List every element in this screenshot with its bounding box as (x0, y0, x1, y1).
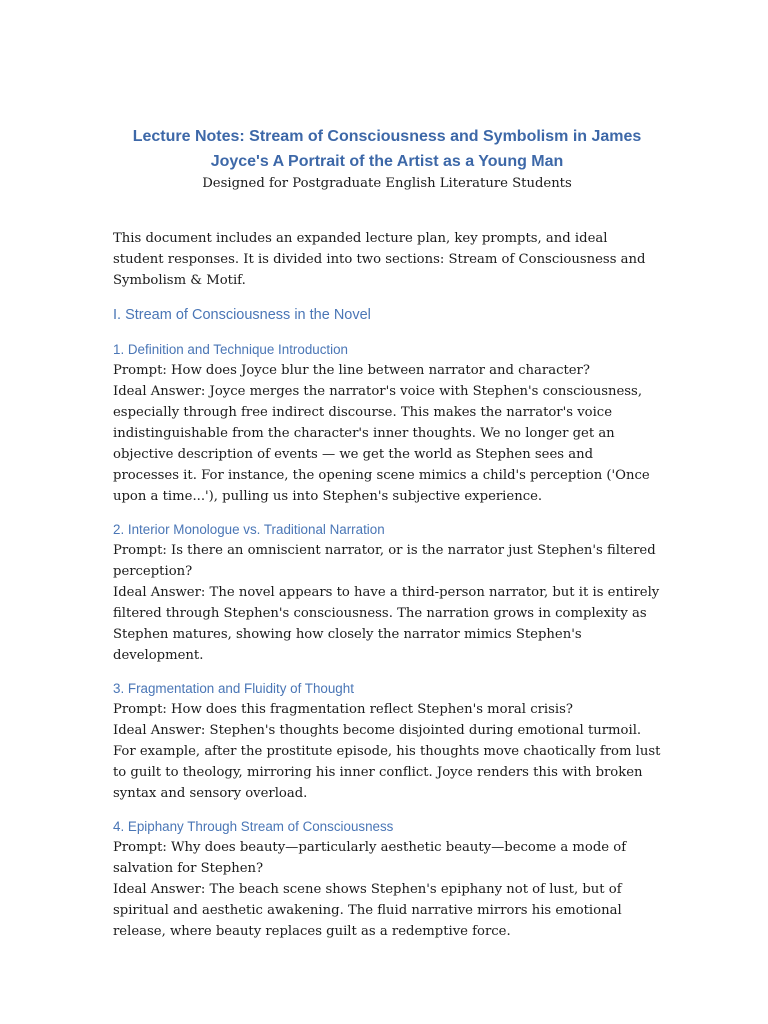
subsection-heading: 2. Interior Monologue vs. Traditional Narration (113, 522, 385, 537)
subsection-heading: 1. Definition and Technique Introduction (113, 342, 348, 357)
prompt-text: Prompt: Why does beauty—particularly aesthetic beauty—become a mode of salvation for Stephen? (113, 840, 627, 876)
document-body (113, 124, 661, 942)
answer-text: Ideal Answer: The beach scene shows Stephen's epiphany not of lust, but of spiritual and aesthetic awakening. The fluid narrative mirrors his emotional release, where beauty replaces guilt as a redemptive force. (113, 882, 622, 939)
prompt-text: Prompt: Is there an omniscient narrator, or is the narrator just Stephen's filtered perception? (113, 543, 656, 579)
section-heading: I. Stream of Consciousness in the Novel (113, 307, 371, 323)
subsection-heading: 3. Fragmentation and Fluidity of Thought (113, 681, 354, 696)
prompt-text: Prompt: How does Joyce blur the line between narrator and character? (113, 363, 590, 378)
document-subtitle: Designed for Postgraduate English Literature Students (202, 176, 572, 191)
prompt-text: Prompt: How does this fragmentation reflect Stephen's moral crisis? (113, 702, 573, 717)
subsection-interior-monologue (113, 519, 661, 666)
intro-paragraph: This document includes an expanded lecture plan, key prompts, and ideal student responses. It is divided into two sections: Stream of Consciousness and Symbolism & Motif. (113, 231, 646, 288)
subsection-heading: 4. Epiphany Through Stream of Consciousness (113, 819, 394, 834)
subsection-epiphany (113, 816, 661, 942)
answer-text: Ideal Answer: Joyce merges the narrator's voice with Stephen's consciousness, especially through free indirect discourse. This makes the narrator's voice indistinguishable from the character's inner thoughts. We no longer get an objective description of events — we get the world as Stephen sees and processes it. For instance, the opening scene mimics a child's perception ('Once upon a time...'), pulling us into Stephen's subjective experience. (113, 384, 650, 504)
answer-text: Ideal Answer: Stephen's thoughts become disjointed during emotional turmoil. For example, after the prostitute episode, his thoughts move chaotically from lust to guilt to theology, mirroring his inner conflict. Joyce renders this with broken syntax and sensory overload. (113, 723, 661, 801)
document-title: Lecture Notes: Stream of Consciousness and Symbolism in James Joyce's A Portrait of the Artist as a Young Man (132, 128, 642, 170)
answer-text: Ideal Answer: The novel appears to have a third-person narrator, but it is entirely filtered through Stephen's consciousness. The narration grows in complexity as Stephen matures, showing how closely the narrator mimics Stephen's development. (113, 585, 660, 663)
subsection-definition (113, 339, 661, 507)
subsection-fragmentation (113, 678, 661, 804)
